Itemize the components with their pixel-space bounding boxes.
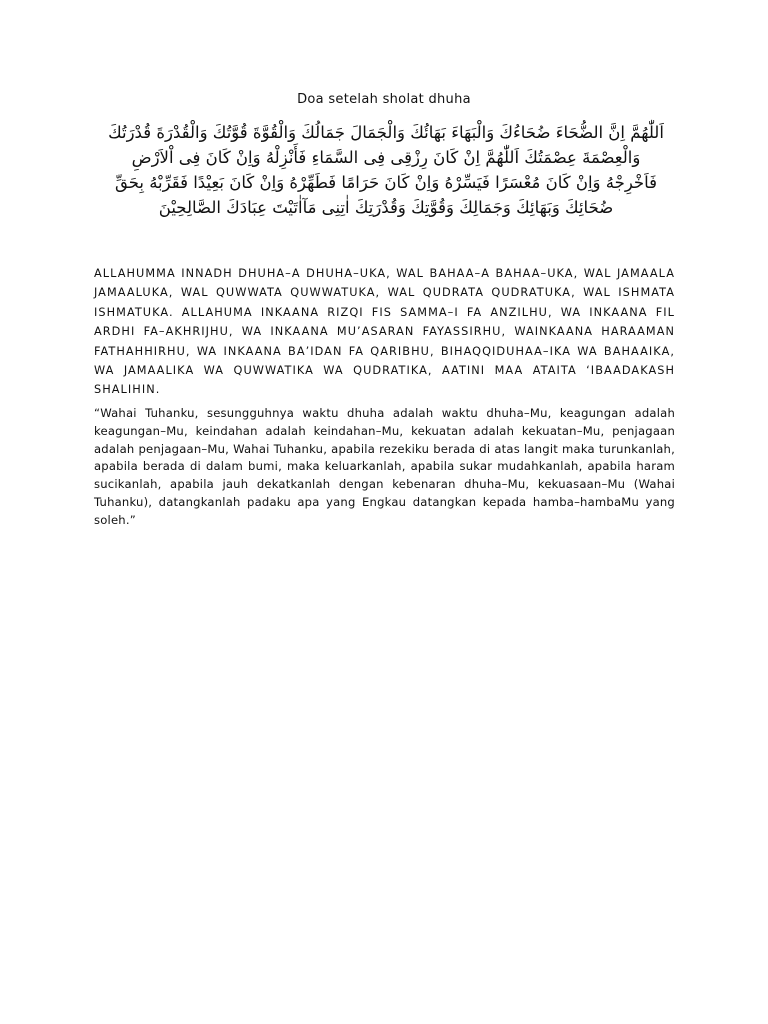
arabic-prayer-text [96, 120, 676, 220]
document-title: Doa setelah sholat dhuha [297, 92, 471, 107]
arabic-line-1: اَللّٰهُمَّ اِنَّ الضُّحَاءَ ضُحَاءُكَ وَالْبَهَاءَ بَهَائُكَ وَالْجَمَالَ جَمَالُكَ وَالْقُوَّةَ قُوَّتُكَ وَالْقُدْرَةَ قُدْرَتُكَ [108, 123, 664, 142]
arabic-line-3: فَاَخْرِجْهُ وَاِنْ كَانَ مُعْسَرًا فَيَسِّرْهُ وَاِنْ كَانَ حَرَامًا فَطَهِّرْهُ وَاِنْ كَانَ بَعِيْدًا فَقَرِّبْهُ بِحَقِّ [114, 173, 658, 192]
arabic-line-2: وَالْعِصْمَةَ عِصْمَتُكَ اَللّٰهُمَّ اِنْ كَانَ رِزْقِى فِى السَّمَاءِ فَأَنْزِلْهُ وَاِنْ كَانَ فِى اْلاَرْضِ [131, 148, 641, 167]
arabic-line-4: ضُحَائِكَ وَبَهَائِكَ وَجَمَالِكَ وَقُوَّتِكَ وَقُدْرَتِكَ اٰتِنِى مَآاٰتَيْتَ عِبَادَكَ الصَّالِحِيْنَ [158, 198, 614, 217]
translation-paragraph: “Wahai Tuhanku, sesungguhnya waktu dhuha adalah waktu dhuha–Mu, keagungan adalah keagungan–Mu, keindahan adalah keindahan–Mu, kekuatan adalah kekuatan–Mu, penjagaan adalah penjagaan–Mu, Wahai Tuhanku, apabila rezekiku berada di atas langit maka turunkanlah, apabila berada di dalam bumi, maka keluarkanlah, apabila sukar mudahkanlah, apabila haram sucikanlah, apabila jauh dekatkanlah dengan kebenaran dhuha–Mu, kekuasaan–Mu (Wahai Tuhanku), datangkanlah padaku apa yang Engkau datangkan kepada hamba–hambaMu yang soleh.” [94, 406, 675, 527]
transliteration-paragraph: ALLAHUMMA INNADH DHUHA–A DHUHA–UKA, WAL BAHAA–A BAHAA–UKA, WAL JAMAALA JAMAALUKA, WAL QUWWATA QUWWATUKA, WAL QUDRATA QUDRATUKA, WAL ISHMATA ISHMATUKA. ALLAHUMA INKAANA RIZQI FIS SAMMA–I FA ANZILHU, WA INKAANA FIL ARDHI FA–AKHRIJHU, WA INKAANA MU’ASARAN FAYASSIRHU, WAINKAANA HARAAMAN FATHAHHIRHU, WA INKAANA BA’IDAN FA QARIBHU, BIHAQQIDUHAA–IKA WA BAHAAIKA, WA JAMAALIKA WA QUWWATIKA WA QUDRATIKA, AATINI MAA ATAITA ‘IBAADAKASH SHALIHIN. [94, 267, 675, 397]
